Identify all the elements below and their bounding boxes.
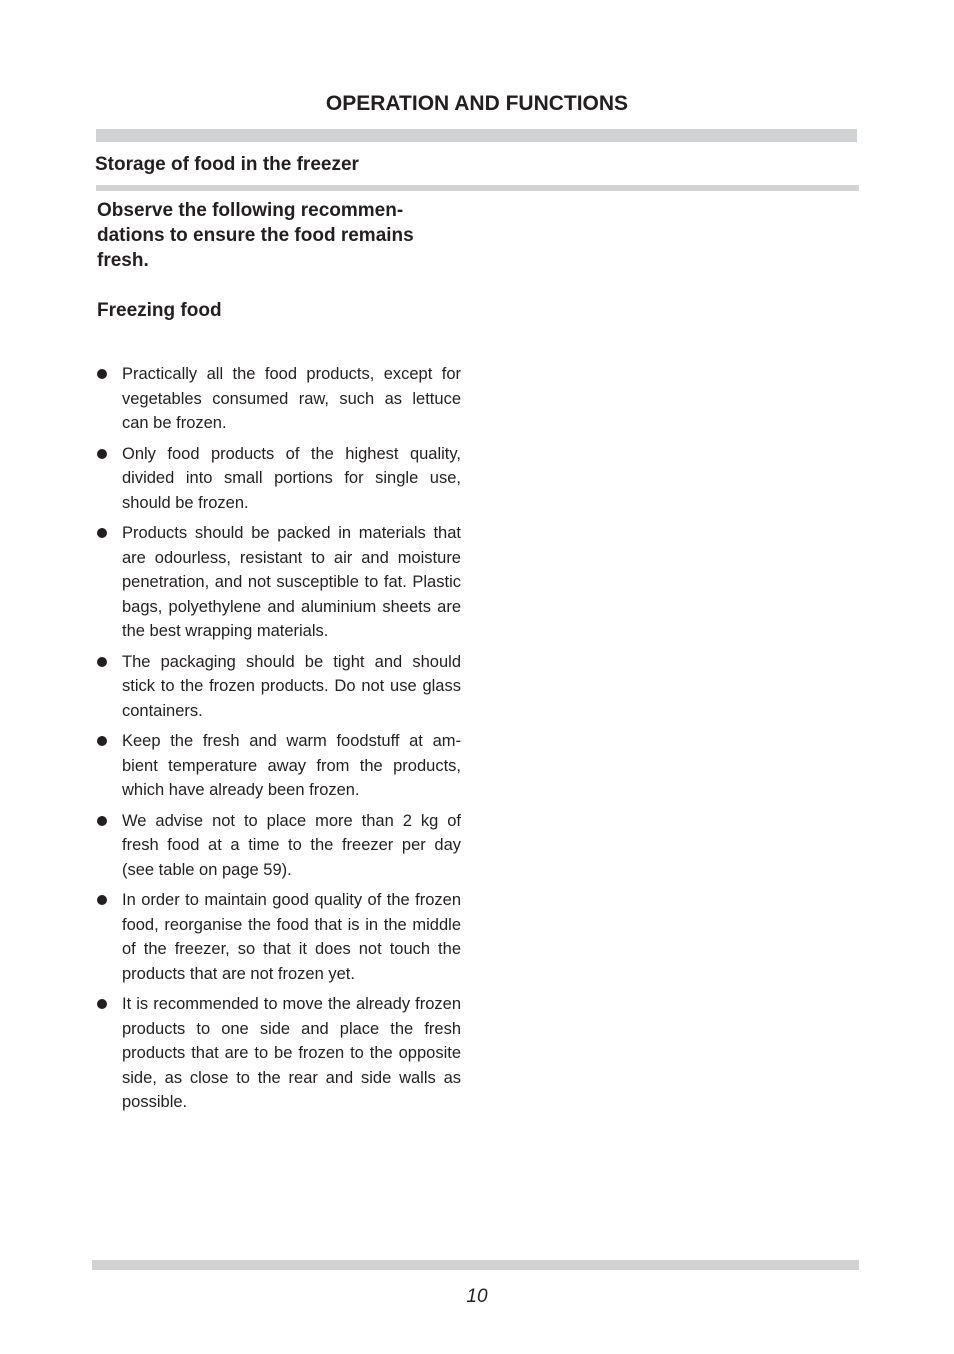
- subheading-freezing-food: Freezing food: [97, 300, 222, 321]
- page-number: 10: [466, 1286, 488, 1307]
- list-item-text: In order to maintain good quality of the frozen food, reorganise the food that is in the middle of the freezer, so that it does not touch the products that are not frozen yet.: [122, 891, 461, 983]
- bullet-icon: [97, 895, 107, 905]
- section-rule: [96, 185, 859, 191]
- bullet-icon: [97, 449, 107, 459]
- list-item-text: Keep the fresh and warm foodstuff at am-bient temperature away from the products, which have already been frozen.: [122, 732, 461, 799]
- bullet-icon: [97, 999, 107, 1009]
- list-item: [96, 521, 461, 644]
- list-item: [96, 650, 461, 724]
- bullet-list: [96, 362, 461, 1121]
- list-item: [96, 888, 461, 986]
- footer-rule: [92, 1260, 859, 1270]
- bullet-icon: [97, 369, 107, 379]
- list-item: [96, 992, 461, 1115]
- bullet-icon: [97, 657, 107, 667]
- list-item-text: The packaging should be tight and should stick to the frozen products. Do not use glass containers.: [122, 652, 461, 720]
- list-item-text: Products should be packed in materials that are odourless, resistant to air and moisture penetration, and not susceptible to fat. Plastic bags, polyethylene and aluminium sheets are the best wrapping materials.: [122, 524, 461, 640]
- list-item: [96, 362, 461, 436]
- bullet-icon: [97, 528, 107, 538]
- list-item: [96, 442, 461, 516]
- header-rule: [96, 129, 857, 142]
- list-item: [96, 729, 461, 803]
- list-item-text: It is recommended to move the already frozen products to one side and place the fresh products that are to be frozen to the opposite side, as close to the rear and side walls as possible.: [122, 995, 461, 1111]
- page-title: OPERATION AND FUNCTIONS: [325, 92, 629, 115]
- list-item-text: Practically all the food products, except for vegetables consumed raw, such as lettuce can be frozen.: [122, 365, 461, 432]
- bullet-icon: [97, 816, 107, 826]
- bullet-icon: [97, 736, 107, 746]
- section-title: Storage of food in the freezer: [95, 154, 359, 175]
- list-item: [96, 809, 461, 883]
- list-item-text: Only food products of the highest quality, divided into small portions for single use, should be frozen.: [122, 444, 461, 512]
- list-item-text: We advise not to place more than 2 kg of fresh food at a time to the freezer per day (see table on page 59).: [122, 811, 461, 879]
- intro-paragraph: Observe the following recommen-dations to ensure the food remains fresh.: [97, 200, 414, 271]
